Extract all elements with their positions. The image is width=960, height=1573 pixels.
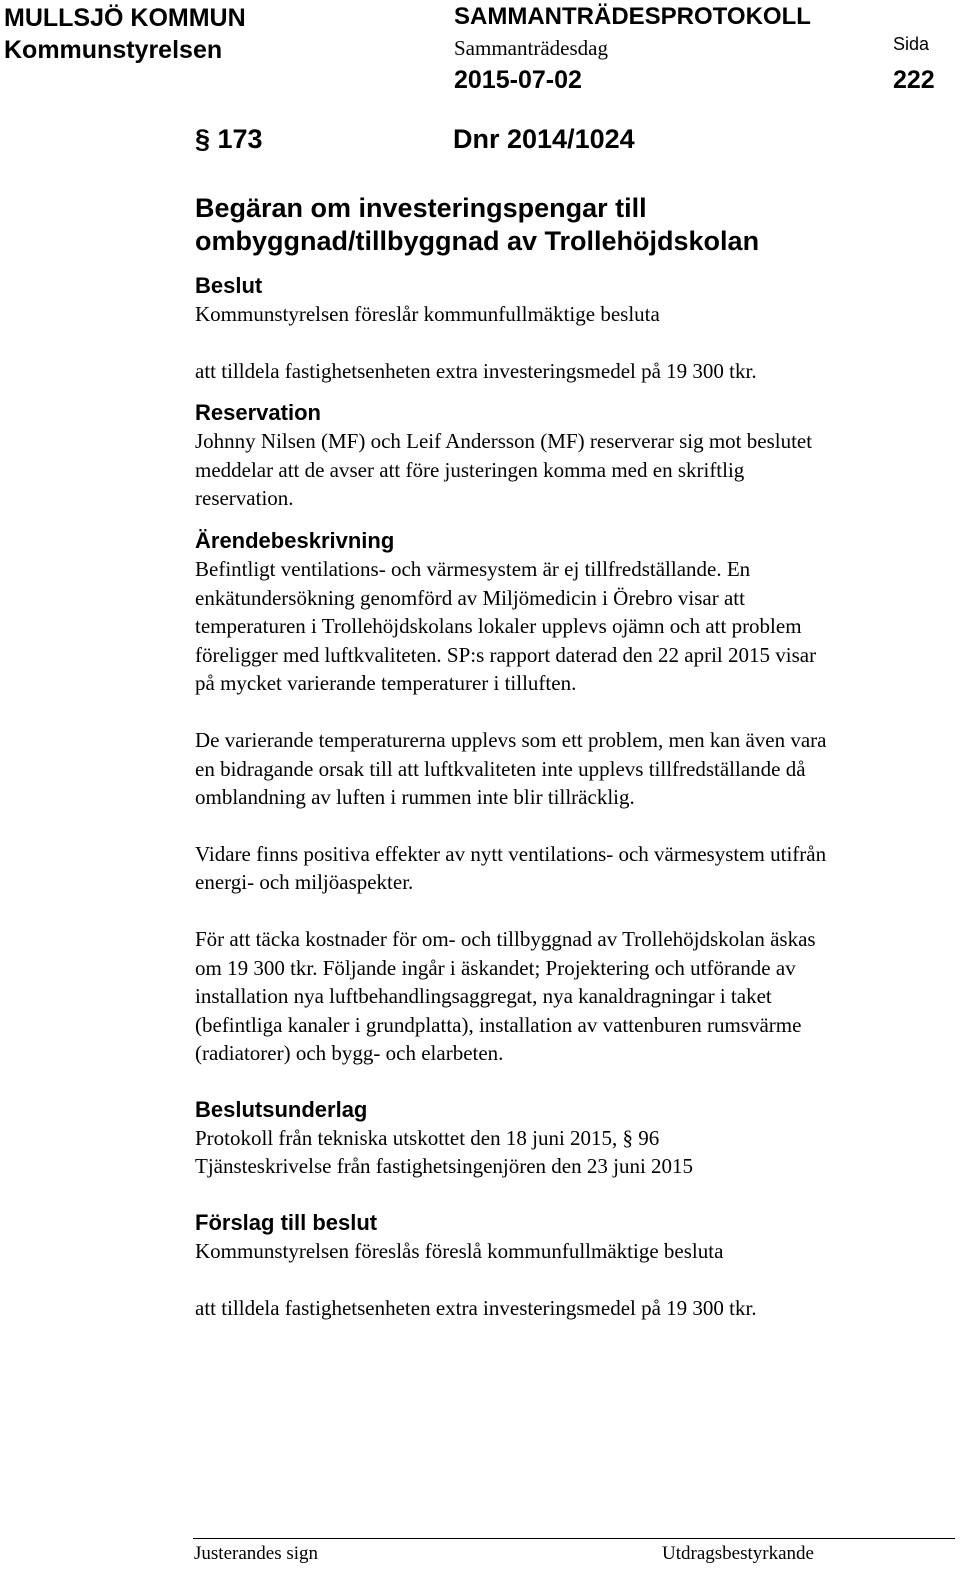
section-heading: Ärendebeskrivning [195,527,395,553]
text-line: om 19 300 tkr. Följande ingår i äskandet; Projektering och utförande av [195,955,796,980]
text-line: föreligger med luftkvaliteten. SP:s rapport daterad den 22 april 2015 visar [195,642,817,667]
item-title-line: ombyggnad/tillbyggnad av Trollehöjdskolan [195,226,760,256]
text-line: De varierande temperaturerna upplevs som ett problem, men kan även vara [195,727,827,752]
text-line: temperaturen i Trollehöjdskolans lokaler upplevs ojämn och att problem [195,614,802,639]
text-line: en bidragande orsak till att luftkvaliteten inte upplevs tillfredställande då [195,756,806,781]
item-title [195,192,950,258]
text-line: Kommunstyrelsen föreslås föreslå kommunfullmäktige besluta [195,1239,724,1264]
section-heading: Beslutsunderlag [195,1096,368,1122]
department-name: Kommunstyrelsen [4,36,223,64]
meeting-date: 2015-07-02 [454,66,582,94]
text-line: Befintligt ventilations- och värmesystem är ej tillfredställande. En [195,556,751,581]
section-heading: Beslut [195,273,263,298]
municipality-name: MULLSJÖ KOMMUN [4,4,246,32]
text-line: meddelar att de avser att före justeringen komma med en skriftlig [195,457,745,482]
page-number: 222 [893,66,935,94]
meeting-date-label: Sammanträdesdag [454,36,608,60]
paragraph [195,555,950,698]
text-line: installation nya luftbehandlingsaggregat, nya kanaldragningar i taket [195,984,772,1009]
paragraph [195,925,950,1068]
text-line: reservation. [195,486,294,511]
section-beslut [195,272,950,385]
text-line: enkätundersökning genomförd av Miljömedicin i Örebro visar att [195,585,745,610]
text-line: För att täcka kostnader för om- och tillbyggnad av Trollehöjdskolan äskas [195,926,816,951]
paragraph [195,840,950,897]
document-type: SAMMANTRÄDESPROTOKOLL [454,3,811,30]
text-line: omblandning av luften i rummen inte blir tillräcklig. [195,785,635,810]
section-heading: Reservation [195,400,321,426]
section-heading: Förslag till beslut [195,1210,378,1236]
section-reservation [195,399,950,513]
text-line: Vidare finns positiva effekter av nytt ventilations- och värmesystem utifrån [195,841,827,866]
text-line: Tjänsteskrivelse från fastighetsingenjören den 23 juni 2015 [195,1154,694,1179]
footer-signature-label: Justerandes sign [194,1543,319,1564]
section-forslag-till-beslut [195,1209,950,1322]
paragraph-number: § 173 [195,124,263,154]
text-line: energi- och miljöaspekter. [195,870,414,895]
text-line: (radiatorer) och bygg- och elarbeten. [195,1041,504,1066]
item-title-line: Begäran om investeringspengar till [195,193,647,223]
text-line: att tilldela fastighetsenheten extra investeringsmedel på 19 300 tkr. [195,1295,757,1320]
footer-certification-label: Utdragsbestyrkande [662,1543,814,1564]
text-line: (befintliga kanaler i grundplatta), installation av vattenburen rumsvärme [195,1012,802,1037]
protocol-body [195,192,950,1322]
text-line: att tilldela fastighetsenheten extra investeringsmedel på 19 300 tkr. [195,358,757,383]
section-arendebeskrivning [195,527,950,1068]
text-line: Kommunstyrelsen föreslår kommunfullmäktige besluta [195,302,660,326]
section-beslutsunderlag [195,1096,950,1181]
text-line: Protokoll från tekniska utskottet den 18 juni 2015, § 96 [195,1125,660,1150]
page-label: Sida [893,34,930,54]
text-line: Johnny Nilsen (MF) och Leif Andersson (MF) reserverar sig mot beslutet [195,429,813,454]
paragraph [195,726,950,812]
footer-divider [193,1538,955,1539]
text-line: på mycket varierande temperaturer i tilluften. [195,671,577,696]
case-number: Dnr 2014/1024 [453,124,635,154]
